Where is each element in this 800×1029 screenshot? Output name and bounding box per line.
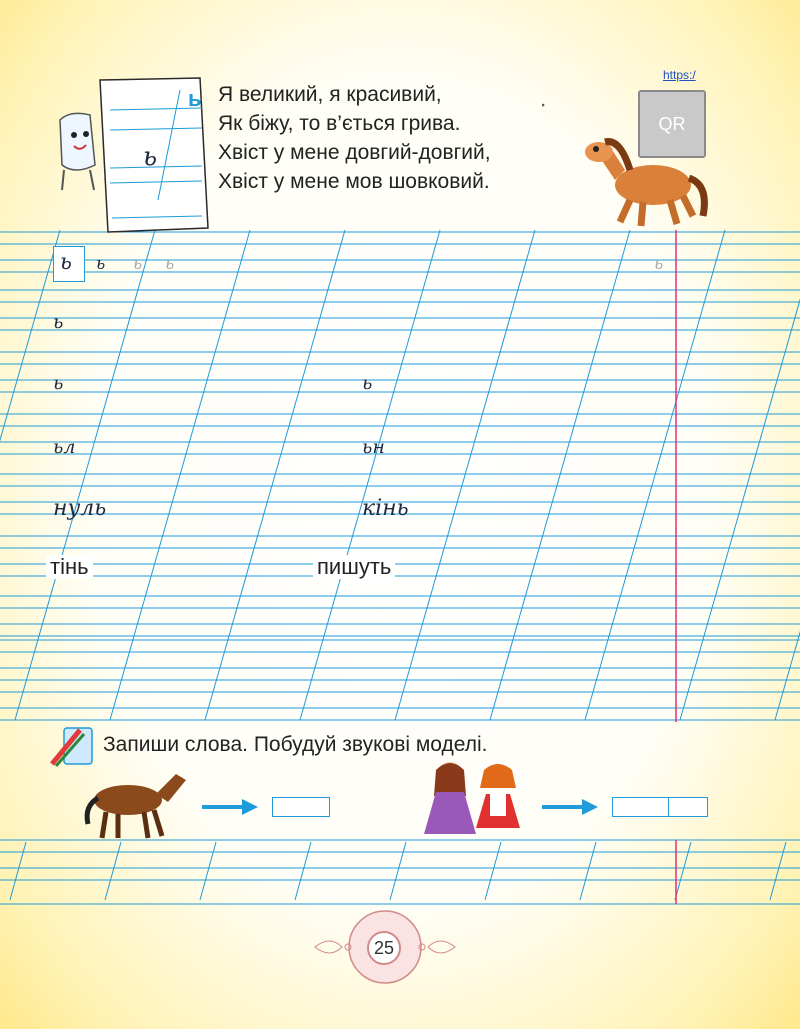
poem-line: Як біжу, то в’ється грива. xyxy=(218,112,461,135)
horse-photo xyxy=(78,762,198,842)
row4-right: ьн xyxy=(362,436,385,458)
row2-letter: ь xyxy=(53,311,64,333)
poem xyxy=(218,80,491,196)
dotted-letter-icon: ꞏ xyxy=(541,97,546,113)
trace-letter: ь xyxy=(165,254,175,274)
trace-letter: ь xyxy=(96,254,106,274)
sound-model-box[interactable] xyxy=(668,797,708,817)
sample-letter: ь xyxy=(60,250,72,275)
arrow-icon xyxy=(200,797,260,817)
slant-line xyxy=(300,230,440,720)
task-instruction: Запиши слова. Побудуй звукові моделі. xyxy=(103,733,488,756)
dolls-illustration xyxy=(420,756,532,842)
letter-card-illustration xyxy=(50,70,210,235)
slant-line xyxy=(775,230,800,720)
slant-line xyxy=(680,230,800,720)
print-word: пишуть xyxy=(313,555,395,579)
poem-line: Хвіст у мене довгий-довгий, xyxy=(218,141,491,164)
arrow-icon xyxy=(540,797,600,817)
row3-left: ь xyxy=(53,372,64,394)
slant-line xyxy=(485,842,501,900)
slant-line xyxy=(10,842,26,900)
row5-left: нуль xyxy=(53,496,107,521)
sound-model-box[interactable] xyxy=(272,797,330,817)
row3-right: ь xyxy=(362,372,373,394)
slant-line xyxy=(490,230,630,720)
sound-model-box[interactable] xyxy=(612,797,670,817)
poem-line: Я великий, я красивий, xyxy=(218,83,442,106)
print-word: тінь xyxy=(46,555,93,579)
slant-line xyxy=(205,230,345,720)
row5-right: кінь xyxy=(362,496,409,521)
poem-line: Хвіст у мене мов шовковий. xyxy=(218,170,490,193)
trace-letter-end: ь xyxy=(654,254,664,274)
page-number: 25 xyxy=(367,931,401,965)
qr-code[interactable]: QR xyxy=(638,90,706,158)
slant-line xyxy=(395,230,535,720)
slant-line xyxy=(200,842,216,900)
slant-line xyxy=(295,842,311,900)
slant-line xyxy=(105,842,121,900)
card-print-letter: ь xyxy=(188,86,202,111)
slant-line xyxy=(675,842,691,900)
trace-letter: ь xyxy=(133,254,143,274)
card-cursive-letter: ь xyxy=(143,142,158,172)
slant-line xyxy=(580,842,596,900)
slant-line xyxy=(585,230,725,720)
horse-illustration xyxy=(575,130,715,230)
slant-line xyxy=(770,842,786,900)
qr-link[interactable]: https:/ xyxy=(663,68,696,82)
slant-line xyxy=(110,230,250,720)
slant-line xyxy=(390,842,406,900)
slant-line xyxy=(15,230,155,720)
slant-line xyxy=(0,230,60,720)
row4-left: ьл xyxy=(53,436,76,458)
